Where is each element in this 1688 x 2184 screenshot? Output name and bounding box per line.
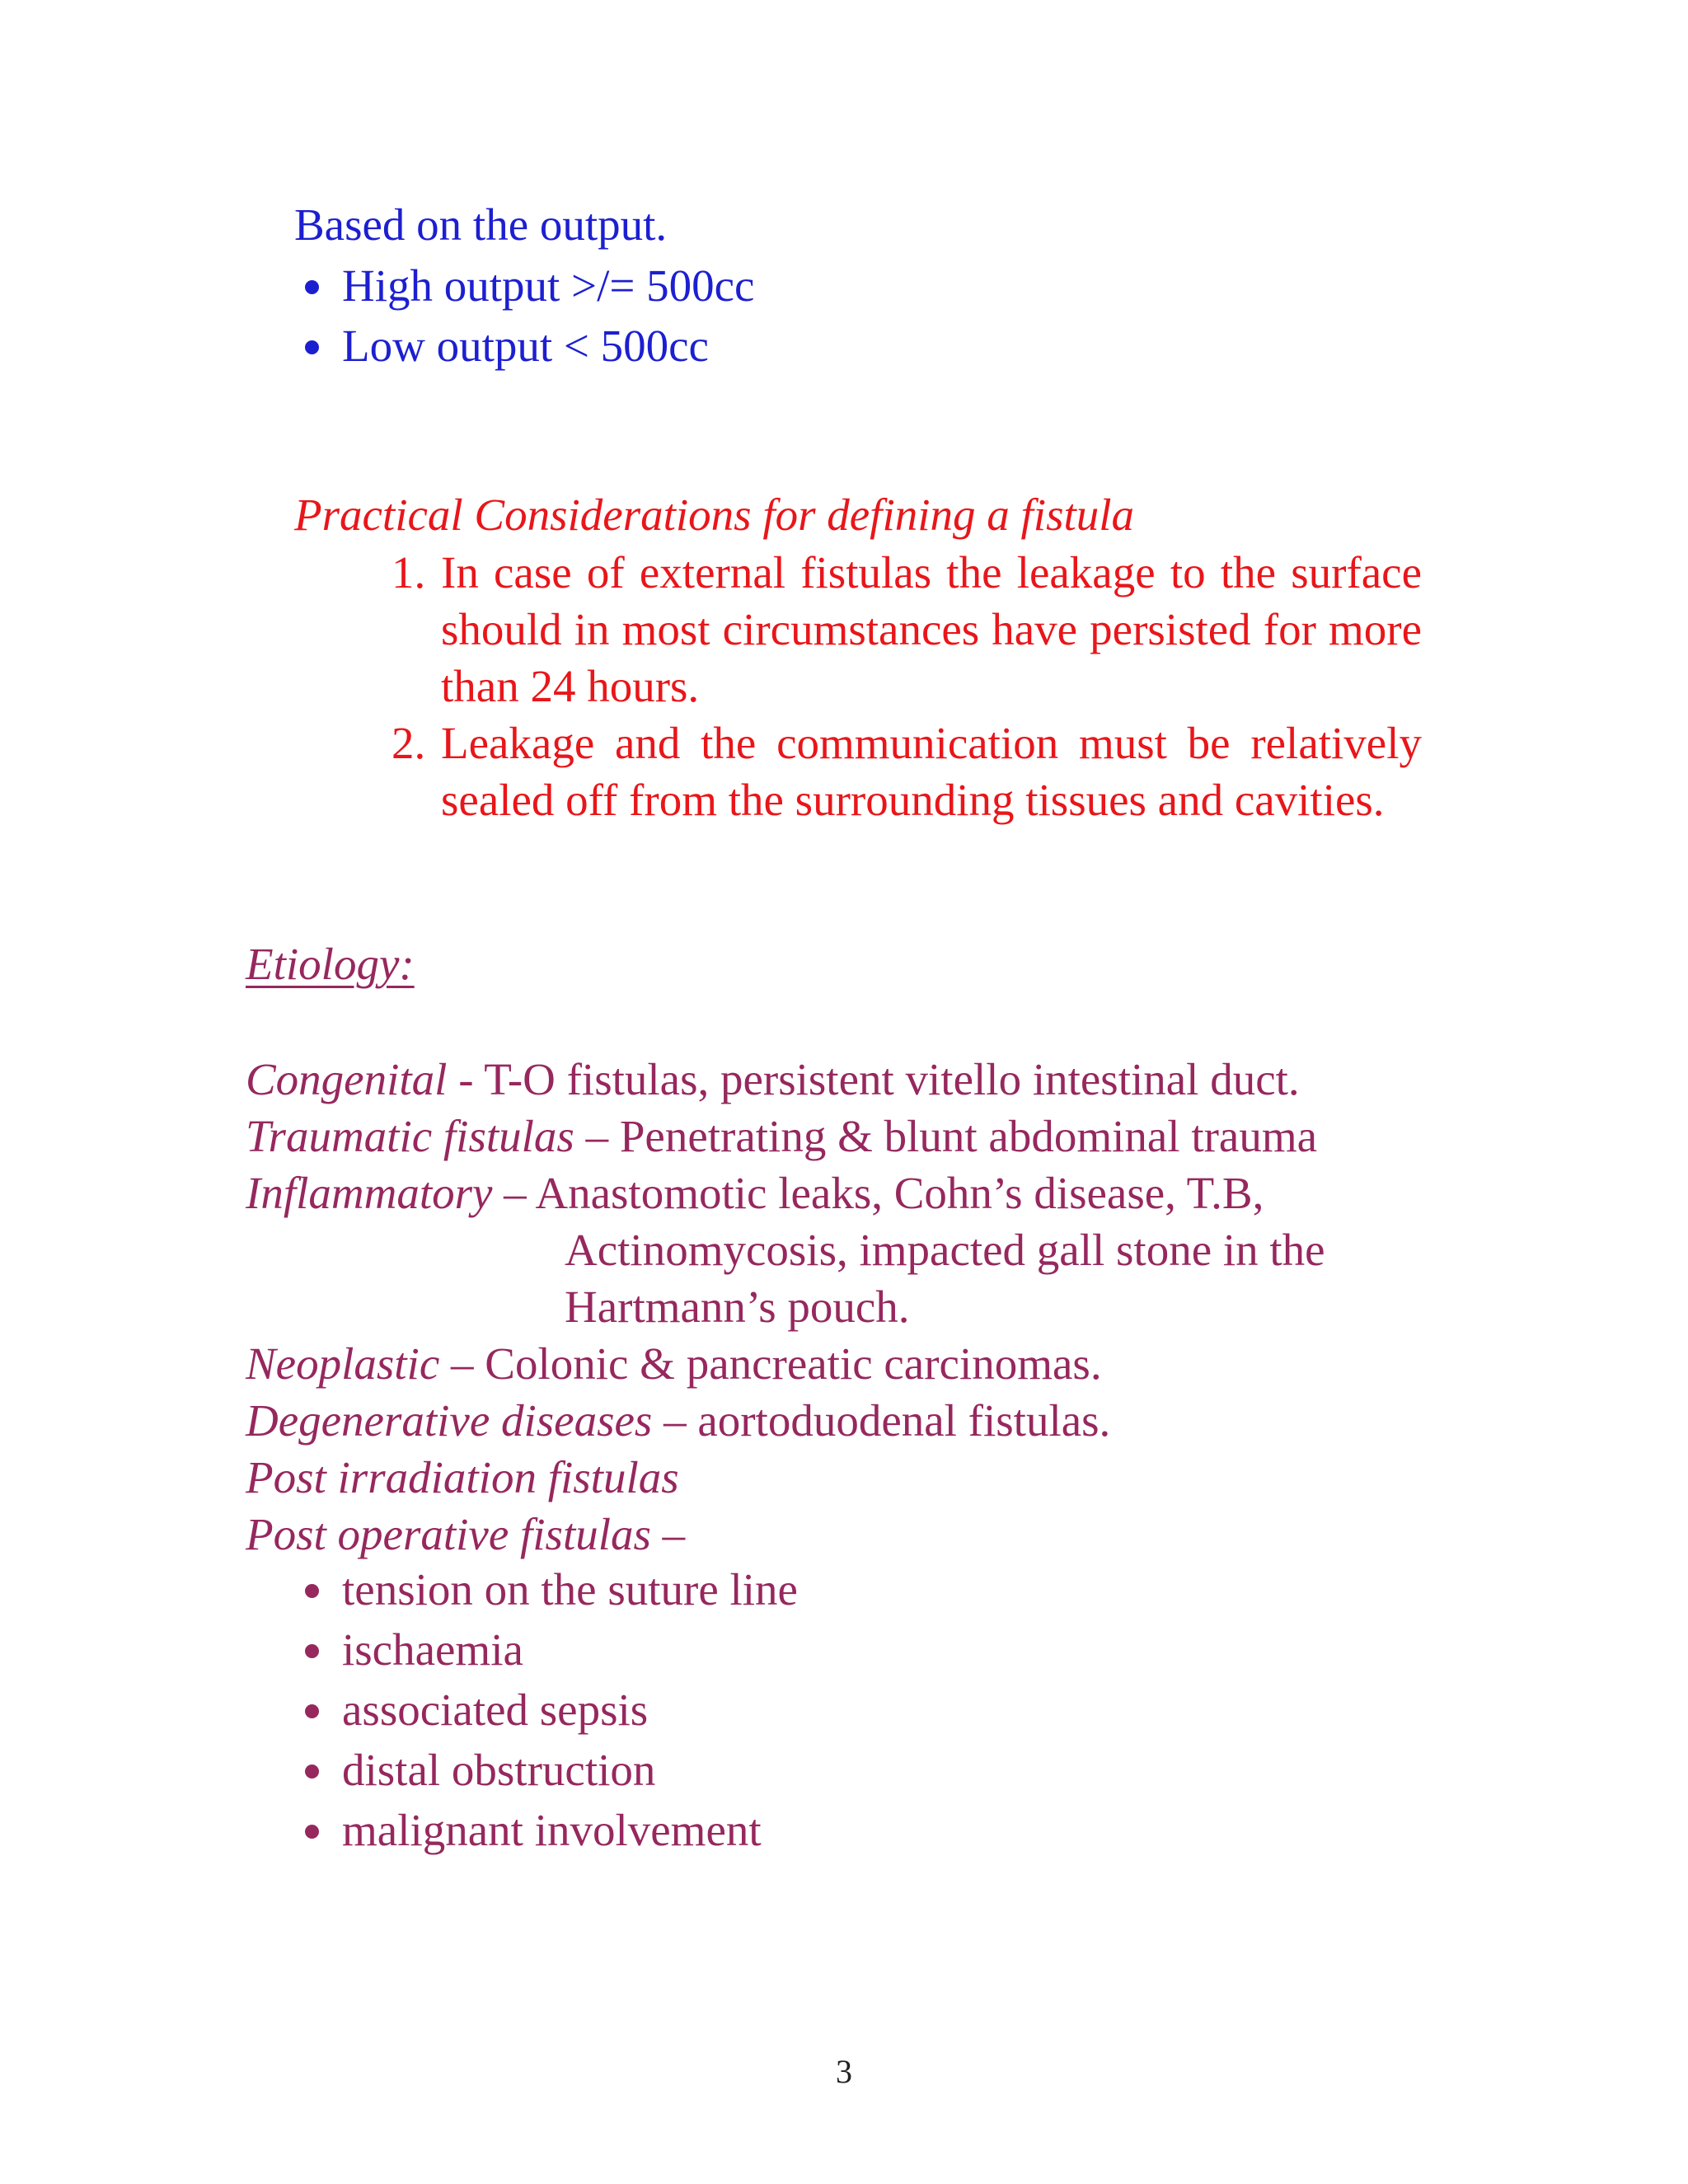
bullet-icon — [305, 280, 319, 294]
inflammatory-text-line3: Hartmann’s pouch. — [565, 1282, 910, 1332]
neoplastic-text: Colonic & pancreatic carcinomas. — [485, 1338, 1102, 1389]
bullet-icon — [305, 1644, 319, 1658]
inflammatory-label: Inflammatory — [246, 1168, 493, 1218]
post-operative-item: distal obstruction — [342, 1745, 656, 1795]
bullet-icon — [305, 1825, 319, 1839]
post-operative-item: malignant involvement — [342, 1805, 762, 1855]
page-number: 3 — [836, 2053, 852, 2090]
etiology-traumatic — [246, 1108, 1317, 1165]
etiology-post-operative: Post operative fistulas – — [246, 1509, 686, 1559]
traumatic-label: Traumatic fistulas — [246, 1111, 574, 1161]
post-operative-item: associated sepsis — [342, 1685, 649, 1735]
output-item-low: Low output < 500cc — [342, 321, 709, 371]
post-operative-item: ischaemia — [342, 1624, 523, 1675]
practical-item-1: In case of external fistulas the leakage to the surface should in most circumstances have persisted for more than 24 hours. — [441, 547, 1422, 711]
bullet-icon — [305, 340, 319, 354]
etiology-neoplastic — [246, 1335, 1102, 1393]
bullet-icon — [305, 1765, 319, 1779]
inflammatory-text-line1: Anastomotic leaks, Cohn’s disease, T.B, — [535, 1168, 1264, 1218]
separator: – — [439, 1338, 485, 1389]
practical-item-number: 2. — [392, 718, 426, 768]
bullet-icon — [305, 1584, 319, 1598]
etiology-congenital — [246, 1051, 1300, 1108]
neoplastic-label: Neoplastic — [246, 1338, 440, 1389]
separator: - — [447, 1054, 485, 1104]
practical-heading: Practical Considerations for defining a fistula — [294, 490, 1135, 540]
separator: – — [574, 1111, 620, 1161]
traumatic-text: Penetrating & blunt abdominal trauma — [619, 1111, 1318, 1161]
congenital-text: T-O fistulas, persistent vitello intestinal duct. — [484, 1054, 1300, 1104]
practical-item-number: 1. — [392, 547, 426, 598]
practical-item-2: Leakage and the communication must be relatively sealed off from the surrounding tissues and cavities. — [441, 718, 1422, 825]
etiology-degenerative — [246, 1392, 1110, 1450]
separator: – — [492, 1168, 536, 1218]
degenerative-label: Degenerative diseases — [246, 1395, 653, 1446]
bullet-icon — [305, 1704, 319, 1718]
etiology-heading: Etiology: — [246, 939, 415, 989]
output-heading: Based on the output. — [294, 199, 668, 250]
degenerative-text: aortoduodenal fistulas. — [697, 1395, 1111, 1446]
output-item-high: High output >/= 500cc — [342, 260, 755, 311]
etiology-post-irradiation: Post irradiation fistulas — [246, 1452, 679, 1502]
etiology-inflammatory — [246, 1165, 1264, 1222]
inflammatory-text-line2: Actinomycosis, impacted gall stone in the — [565, 1225, 1325, 1275]
post-operative-item: tension on the suture line — [342, 1564, 798, 1615]
congenital-label: Congenital — [246, 1054, 448, 1104]
separator: – — [652, 1395, 698, 1446]
